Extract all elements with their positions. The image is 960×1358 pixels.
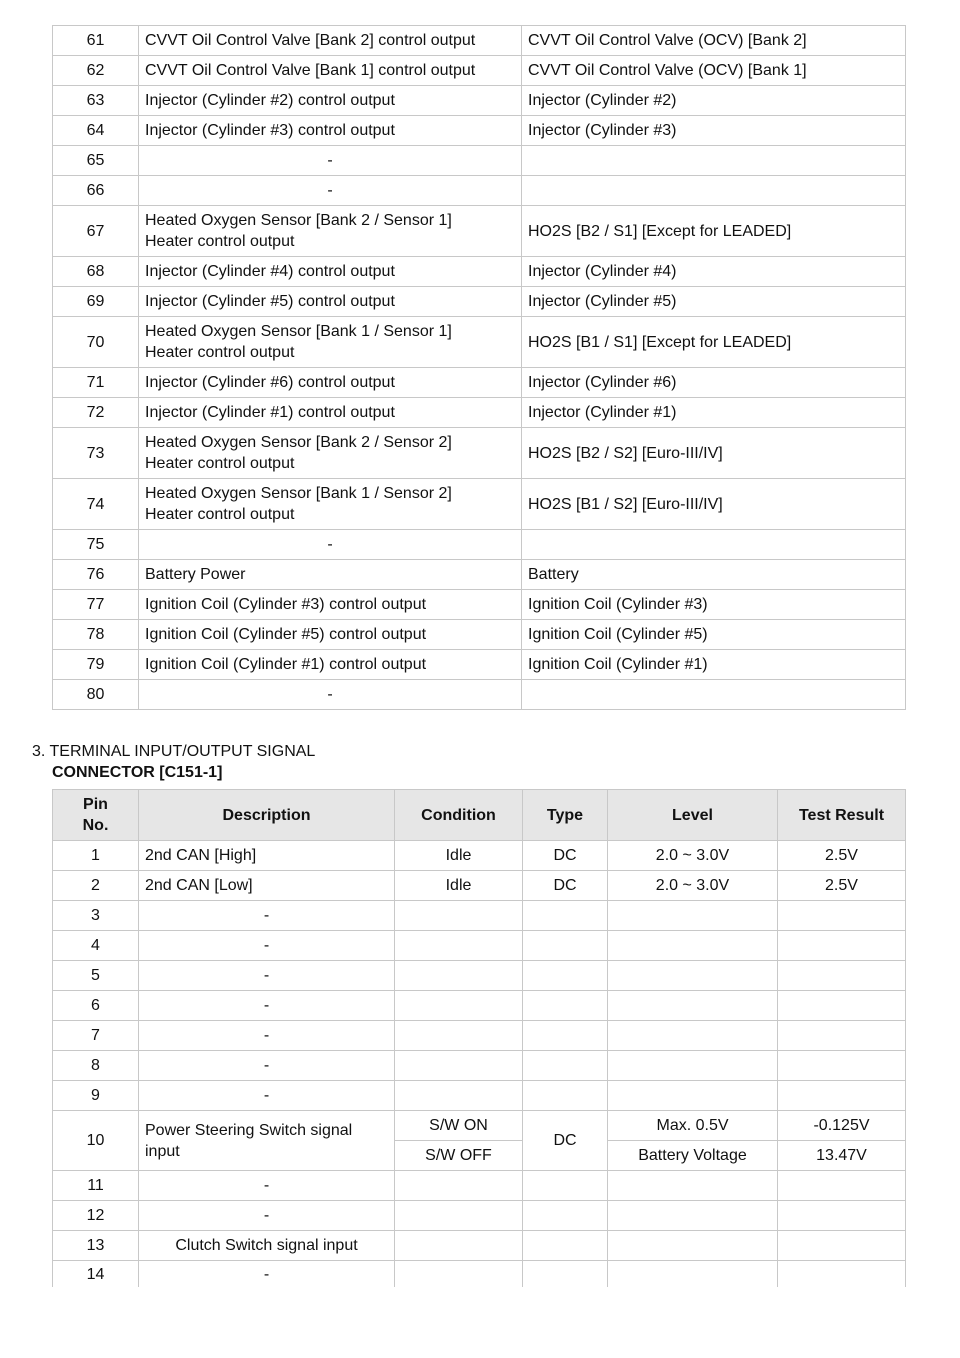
signal-type	[523, 1231, 608, 1261]
signal-condition	[395, 1261, 523, 1288]
signal-condition	[395, 1051, 523, 1081]
table-row	[53, 428, 906, 479]
signal-type	[523, 1171, 608, 1201]
signal-type	[523, 1201, 608, 1231]
signal-level	[608, 991, 778, 1021]
pin-description	[139, 479, 522, 530]
pin-description: Injector (Cylinder #3) control output	[139, 116, 522, 146]
test-result	[778, 1081, 906, 1111]
col-header-result: Test Result	[778, 790, 906, 841]
pin-destination: Injector (Cylinder #4)	[522, 257, 906, 287]
pin-number: 72	[53, 398, 139, 428]
signal-type: DC	[523, 841, 608, 871]
pin-number: 6	[53, 991, 139, 1021]
signal-description: -	[139, 1021, 395, 1051]
pin-description: Ignition Coil (Cylinder #3) control output	[139, 590, 522, 620]
pin-description: Injector (Cylinder #5) control output	[139, 287, 522, 317]
table-row	[53, 1231, 906, 1261]
signal-description: 2nd CAN [High]	[139, 841, 395, 871]
pin-destination: CVVT Oil Control Valve (OCV) [Bank 1]	[522, 56, 906, 86]
table-row	[53, 368, 906, 398]
signal-level	[608, 1201, 778, 1231]
pin-number: 71	[53, 368, 139, 398]
col-header-pin-line: No.	[82, 817, 109, 834]
pin-destination	[522, 146, 906, 176]
signal-description-line: Power Steering Switch signal	[145, 1121, 353, 1139]
col-header-pin-line: Pin	[83, 796, 108, 813]
table-row	[53, 1081, 906, 1111]
connector-title: CONNECTOR [C151-1]	[52, 764, 223, 781]
pin-number: 76	[53, 560, 139, 590]
pin-number: 1	[53, 841, 139, 871]
signal-type	[523, 961, 608, 991]
pin-destination	[522, 680, 906, 710]
signal-condition	[395, 991, 523, 1021]
table-row	[53, 206, 906, 257]
pin-description: CVVT Oil Control Valve [Bank 1] control output	[139, 56, 522, 86]
pin-description: CVVT Oil Control Valve [Bank 2] control output	[139, 26, 522, 56]
pin-number: 5	[53, 961, 139, 991]
col-header-type: Type	[523, 790, 608, 841]
section-heading	[32, 741, 315, 783]
signal-description	[139, 1111, 395, 1171]
pin-description	[139, 206, 522, 257]
signal-level: Battery Voltage	[608, 1141, 778, 1171]
pin-number: 61	[53, 26, 139, 56]
test-result: 2.5V	[778, 841, 906, 871]
pin-number: 9	[53, 1081, 139, 1111]
col-header-description: Description	[139, 790, 395, 841]
signal-type: DC	[523, 871, 608, 901]
pin-table-continued	[52, 25, 906, 710]
signal-level: 2.0 ~ 3.0V	[608, 871, 778, 901]
test-result	[778, 1201, 906, 1231]
pin-description-line: Heated Oxygen Sensor [Bank 2 / Sensor 1]	[145, 212, 452, 229]
signal-condition: S/W OFF	[395, 1141, 523, 1171]
pin-destination: Injector (Cylinder #6)	[522, 368, 906, 398]
table-row	[53, 1171, 906, 1201]
pin-description-line: Heater control output	[145, 233, 295, 250]
pin-description: Injector (Cylinder #6) control output	[139, 368, 522, 398]
pin-destination	[522, 530, 906, 560]
pin-number: 13	[53, 1231, 139, 1261]
pin-description: Ignition Coil (Cylinder #1) control output	[139, 650, 522, 680]
signal-type	[523, 931, 608, 961]
signal-description: -	[139, 901, 395, 931]
col-header-condition: Condition	[395, 790, 523, 841]
test-result	[778, 1171, 906, 1201]
signal-description: -	[139, 1261, 395, 1288]
pin-number: 77	[53, 590, 139, 620]
table-row	[53, 530, 906, 560]
signal-type	[523, 1051, 608, 1081]
pin-number: 63	[53, 86, 139, 116]
signal-condition	[395, 901, 523, 931]
pin-number: 70	[53, 317, 139, 368]
signal-level	[608, 1261, 778, 1288]
pin-destination: Ignition Coil (Cylinder #1)	[522, 650, 906, 680]
signal-condition	[395, 1201, 523, 1231]
pin-description: -	[139, 680, 522, 710]
signal-type	[523, 901, 608, 931]
pin-description	[139, 317, 522, 368]
signal-description: -	[139, 991, 395, 1021]
test-result	[778, 1261, 906, 1288]
pin-number: 62	[53, 56, 139, 86]
test-result: -0.125V	[778, 1111, 906, 1141]
pin-description: -	[139, 530, 522, 560]
table-row	[53, 901, 906, 931]
signal-description: 2nd CAN [Low]	[139, 871, 395, 901]
test-result	[778, 991, 906, 1021]
signal-type: DC	[523, 1111, 608, 1171]
test-result	[778, 901, 906, 931]
signal-condition	[395, 1081, 523, 1111]
pin-number: 12	[53, 1201, 139, 1231]
pin-number: 64	[53, 116, 139, 146]
signal-condition	[395, 961, 523, 991]
pin-description-line: Heater control output	[145, 506, 295, 523]
signal-type	[523, 1021, 608, 1051]
table-row	[53, 1051, 906, 1081]
section-title-line	[32, 741, 315, 762]
signal-description: -	[139, 961, 395, 991]
pin-destination: Battery	[522, 560, 906, 590]
table-row	[53, 257, 906, 287]
signal-description-line: input	[145, 1142, 180, 1160]
pin-destination: Injector (Cylinder #5)	[522, 287, 906, 317]
table-row	[53, 398, 906, 428]
test-result	[778, 1051, 906, 1081]
signal-type	[523, 991, 608, 1021]
pin-number: 67	[53, 206, 139, 257]
signal-level	[608, 1081, 778, 1111]
pin-number: 80	[53, 680, 139, 710]
table-row	[53, 1111, 906, 1141]
table-row	[53, 176, 906, 206]
table-row	[53, 560, 906, 590]
pin-destination: HO2S [B1 / S2] [Euro-III/IV]	[522, 479, 906, 530]
signal-condition: Idle	[395, 841, 523, 871]
table-row	[53, 961, 906, 991]
pin-description: Injector (Cylinder #4) control output	[139, 257, 522, 287]
pin-description: Injector (Cylinder #2) control output	[139, 86, 522, 116]
signal-condition	[395, 1231, 523, 1261]
table-header-row	[53, 790, 906, 841]
pin-number: 8	[53, 1051, 139, 1081]
pin-number: 75	[53, 530, 139, 560]
pin-description: Injector (Cylinder #1) control output	[139, 398, 522, 428]
pin-description-line: Heater control output	[145, 455, 295, 472]
table-row	[53, 116, 906, 146]
table-row	[53, 1021, 906, 1051]
pin-description-line: Heater control output	[145, 344, 295, 361]
table-row	[53, 86, 906, 116]
pin-description-line: Heated Oxygen Sensor [Bank 1 / Sensor 2]	[145, 485, 452, 502]
signal-level: Max. 0.5V	[608, 1111, 778, 1141]
pin-description-line: Heated Oxygen Sensor [Bank 2 / Sensor 2]	[145, 434, 452, 451]
signal-condition: S/W ON	[395, 1111, 523, 1141]
pin-number: 73	[53, 428, 139, 479]
pin-destination: Injector (Cylinder #3)	[522, 116, 906, 146]
pin-destination: HO2S [B2 / S1] [Except for LEADED]	[522, 206, 906, 257]
pin-destination: Injector (Cylinder #2)	[522, 86, 906, 116]
signal-level	[608, 1231, 778, 1261]
test-result	[778, 961, 906, 991]
signal-level	[608, 1171, 778, 1201]
pin-destination	[522, 176, 906, 206]
signal-description: -	[139, 931, 395, 961]
col-header-pin	[53, 790, 139, 841]
table-row	[53, 991, 906, 1021]
test-result	[778, 1231, 906, 1261]
test-result	[778, 1021, 906, 1051]
pin-number: 2	[53, 871, 139, 901]
table-row	[53, 590, 906, 620]
table-row	[53, 1201, 906, 1231]
pin-number: 10	[53, 1111, 139, 1171]
table-row	[53, 287, 906, 317]
signal-level	[608, 931, 778, 961]
table-row	[53, 479, 906, 530]
pin-number: 68	[53, 257, 139, 287]
col-header-level: Level	[608, 790, 778, 841]
table-row	[53, 871, 906, 901]
table-row	[53, 650, 906, 680]
pin-description	[139, 428, 522, 479]
pin-number: 65	[53, 146, 139, 176]
pin-number: 3	[53, 901, 139, 931]
section-title: TERMINAL INPUT/OUTPUT SIGNAL	[49, 743, 316, 760]
test-result	[778, 931, 906, 961]
pin-description-line: Heated Oxygen Sensor [Bank 1 / Sensor 1]	[145, 323, 452, 340]
table-row	[53, 317, 906, 368]
signal-type	[523, 1261, 608, 1288]
pin-description: -	[139, 176, 522, 206]
test-result: 13.47V	[778, 1141, 906, 1171]
pin-description: Ignition Coil (Cylinder #5) control output	[139, 620, 522, 650]
pin-number: 66	[53, 176, 139, 206]
signal-description: -	[139, 1081, 395, 1111]
pin-number: 4	[53, 931, 139, 961]
table-row	[53, 620, 906, 650]
pin-number: 79	[53, 650, 139, 680]
terminal-signal-table	[52, 789, 906, 1287]
signal-level	[608, 1021, 778, 1051]
pin-number: 74	[53, 479, 139, 530]
signal-condition: Idle	[395, 871, 523, 901]
pin-destination: Ignition Coil (Cylinder #3)	[522, 590, 906, 620]
signal-description: -	[139, 1171, 395, 1201]
signal-description: -	[139, 1201, 395, 1231]
table-row	[53, 1261, 906, 1288]
signal-level	[608, 1051, 778, 1081]
table-row	[53, 841, 906, 871]
pin-description: Battery Power	[139, 560, 522, 590]
table-row	[53, 680, 906, 710]
pin-destination: Injector (Cylinder #1)	[522, 398, 906, 428]
table-row	[53, 931, 906, 961]
signal-level	[608, 961, 778, 991]
signal-type	[523, 1081, 608, 1111]
signal-condition	[395, 931, 523, 961]
pin-number: 14	[53, 1261, 139, 1288]
signal-level	[608, 901, 778, 931]
test-result: 2.5V	[778, 871, 906, 901]
table-row	[53, 146, 906, 176]
pin-destination: CVVT Oil Control Valve (OCV) [Bank 2]	[522, 26, 906, 56]
pin-number: 78	[53, 620, 139, 650]
section-number: 3.	[32, 743, 46, 760]
pin-destination: Ignition Coil (Cylinder #5)	[522, 620, 906, 650]
pin-description: -	[139, 146, 522, 176]
pin-number: 7	[53, 1021, 139, 1051]
pin-destination: HO2S [B1 / S1] [Except for LEADED]	[522, 317, 906, 368]
signal-condition	[395, 1021, 523, 1051]
signal-level: 2.0 ~ 3.0V	[608, 841, 778, 871]
pin-destination: HO2S [B2 / S2] [Euro-III/IV]	[522, 428, 906, 479]
table-row	[53, 56, 906, 86]
signal-condition	[395, 1171, 523, 1201]
signal-description: Clutch Switch signal input	[139, 1231, 395, 1261]
pin-number: 11	[53, 1171, 139, 1201]
signal-description: -	[139, 1051, 395, 1081]
table-row	[53, 26, 906, 56]
pin-number: 69	[53, 287, 139, 317]
